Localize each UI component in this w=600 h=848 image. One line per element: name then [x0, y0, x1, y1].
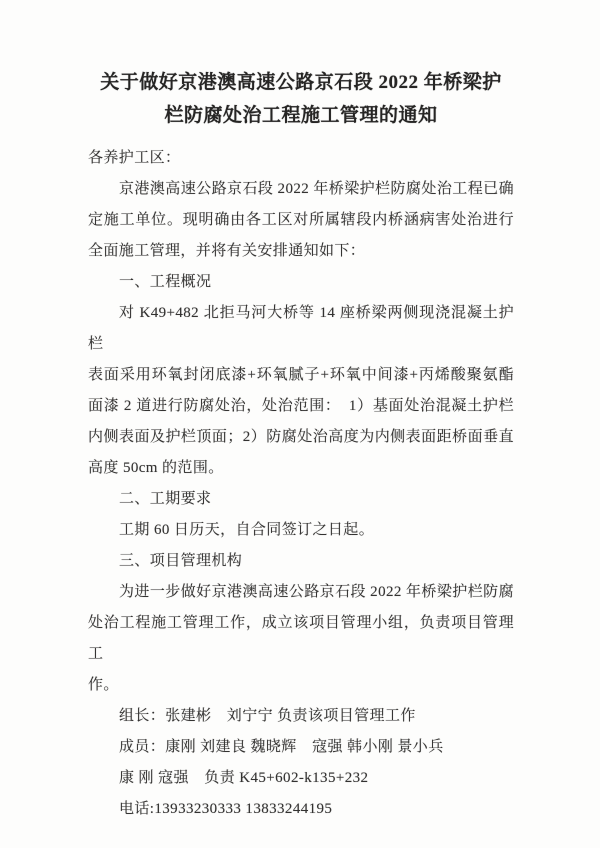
document-line: 面漆 2 道进行防腐处治，处治范围： 1）基面处治混凝土护栏 — [88, 398, 514, 414]
document-body — [88, 143, 514, 825]
document-title-line-1: 关于做好京港澳高速公路京石段 2022 年桥梁护 — [100, 72, 502, 93]
responsibility-line: 康 刚 寇强 负责 K45+602-k135+232 — [119, 770, 369, 786]
document-line: 高度 50cm 的范围。 — [88, 460, 224, 476]
section-heading-2: 二、工期要求 — [119, 491, 212, 507]
document-line: 作。 — [88, 677, 119, 693]
section-heading-1: 一、工程概况 — [119, 274, 212, 290]
document-line: 为进一步做好京港澳高速公路京石段 2022 年桥梁护栏防腐 — [119, 584, 514, 600]
document-line: 全面施工管理，并将有关安排通知如下： — [88, 243, 366, 259]
team-members-line: 成员：康刚 刘建良 魏晓辉 寇强 韩小刚 景小兵 — [119, 739, 444, 755]
document-line: 表面采用环氧封闭底漆+环氧腻子+环氧中间漆+丙烯酸聚氨酯 — [88, 367, 514, 383]
team-leader-line: 组长：张建彬 刘宁宁 负责该项目管理工作 — [119, 708, 416, 724]
document-line: 处治工程施工管理工作，成立该项目管理小组，负责项目管理工 — [88, 615, 514, 662]
document-line: 京港澳高速公路京石段 2022 年桥梁护栏防腐处治工程已确 — [119, 181, 514, 197]
section-heading-3: 三、项目管理机构 — [119, 553, 243, 569]
document-line: 对 K49+482 北拒马河大桥等 14 座桥梁两侧现浇混凝土护栏 — [88, 305, 514, 352]
document-line: 工期 60 日历天，自合同签订之日起。 — [119, 522, 375, 538]
salutation-line: 各养护工区： — [88, 150, 181, 166]
document-title-line-2: 栏防腐处治工程施工管理的通知 — [164, 105, 438, 126]
document-line: 定施工单位。现明确由各工区对所属辖段内桥涵病害处治进行 — [88, 212, 514, 228]
phone-line: 电话:13933230333 13833244195 — [119, 801, 333, 817]
document-title — [88, 66, 514, 132]
document-line: 内侧表面及护栏顶面；2）防腐处治高度为内侧表面距桥面垂直 — [88, 429, 514, 445]
